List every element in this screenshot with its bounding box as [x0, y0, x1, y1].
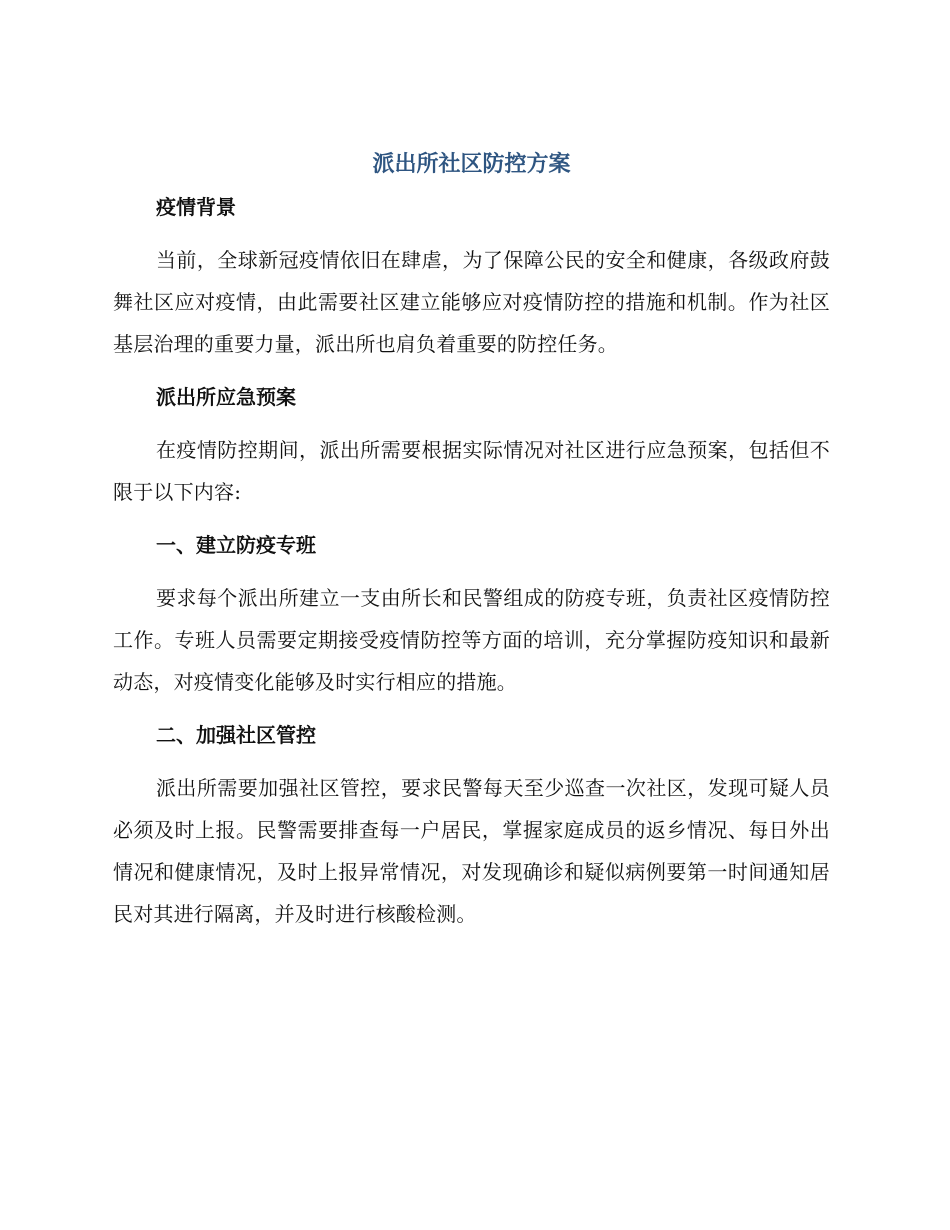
- section-heading-emergency-plan: 派出所应急预案: [156, 385, 296, 409]
- section-paragraph-background: 当前，全球新冠疫情依旧在肆虐，为了保障公民的安全和健康，各级政府鼓舞社区应对疫情，由此需要社区建立能够应对疫情防控的措施和机制。作为社区基层治理的重要力量，派出所也肩负着重要的防控任务。: [113, 248, 830, 356]
- section-paragraph-task-force: 要求每个派出所建立一支由所长和民警组成的防疫专班，负责社区疫情防控工作。专班人员需要定期接受疫情防控等方面的培训，充分掌握防疫知识和最新动态，对疫情变化能够及时实行相应的措施。: [113, 586, 830, 694]
- section-heading-background: 疫情背景: [156, 195, 236, 219]
- section-paragraph-emergency-plan: 在疫情防控期间，派出所需要根据实际情况对社区进行应急预案，包括但不限于以下内容:: [113, 438, 830, 504]
- section-paragraph-community-control: 派出所需要加强社区管控，要求民警每天至少巡查一次社区，发现可疑人员必须及时上报。民警需要排查每一户居民，掌握家庭成员的返乡情况、每日外出情况和健康情况，及时上报异常情况，对发现确诊和疑似病例要第一时间通知居民对其进行隔离，并及时进行核酸检测。: [113, 776, 830, 926]
- section-heading-community-control: 二、加强社区管控: [156, 723, 316, 747]
- document-body: [113, 143, 830, 935]
- document-title: 派出所社区防控方案: [372, 152, 571, 177]
- section-heading-task-force: 一、建立防疫专班: [156, 533, 316, 557]
